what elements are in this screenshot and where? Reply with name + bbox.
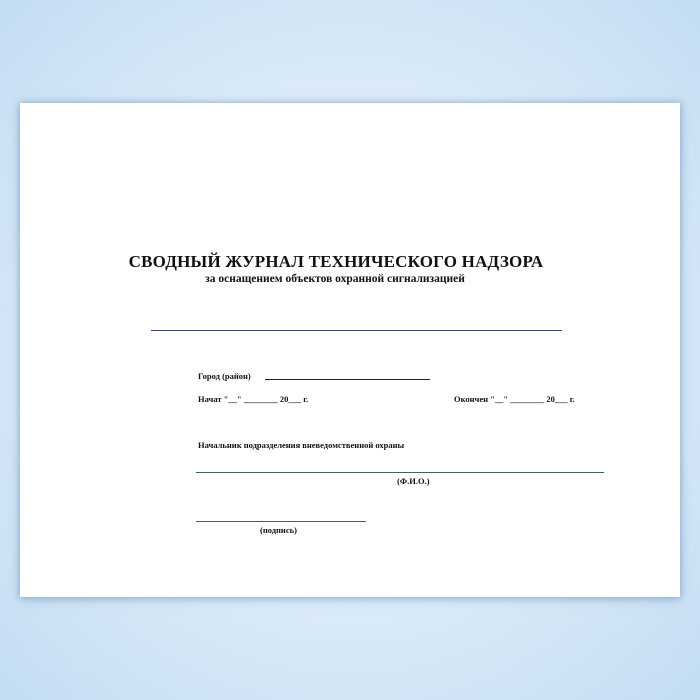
fio-caption: (Ф.И.О.) — [397, 476, 430, 486]
finished-date-field: Окончен "__" ________ 20___ г. — [454, 394, 575, 404]
document-subtitle: за оснащением объектов охранной сигнализацией — [205, 273, 465, 285]
document-title: СВОДНЫЙ ЖУРНАЛ ТЕХНИЧЕСКОГО НАДЗОРА — [128, 252, 544, 271]
chief-label: Начальник подразделения вневедомственной охраны — [198, 440, 405, 450]
city-blank-line — [265, 379, 430, 380]
started-date-field: Начат "__" ________ 20___ г. — [198, 394, 309, 404]
organization-blank-line — [151, 330, 562, 331]
signature-blank-line — [196, 521, 366, 522]
city-label: Город (район) — [198, 371, 251, 381]
journal-cover-sheet — [20, 103, 680, 597]
fio-blank-line — [196, 472, 604, 473]
signature-caption: (подпись) — [260, 525, 297, 535]
